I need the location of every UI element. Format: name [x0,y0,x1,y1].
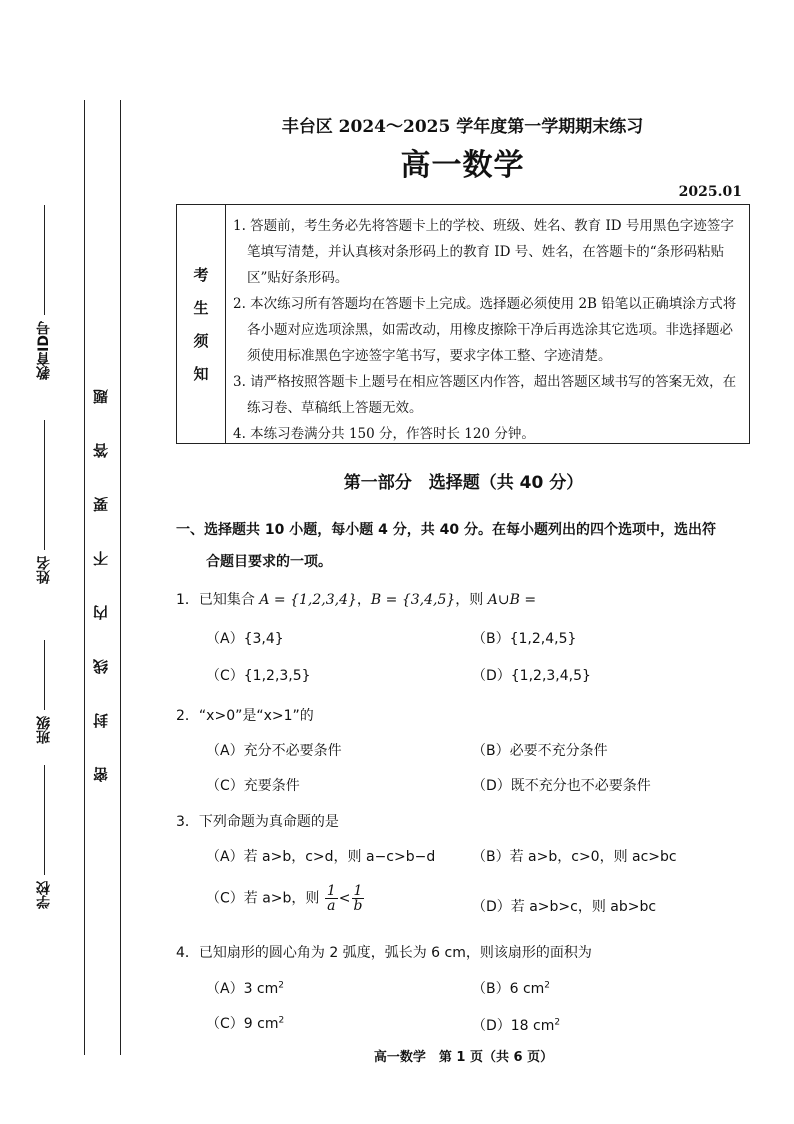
option-text: （C）若 a>b，则 [206,890,324,907]
seal-char: 题 [91,389,110,404]
q1-option-a: （A）{3,4} [206,631,284,647]
math-expr: A = {1,2,3,4} [259,592,357,608]
notice-side-label [177,205,226,443]
intro-line-2: 合题目要求的一项。 [206,554,332,570]
field-label-class: 班级 [36,716,52,744]
field-school [30,765,58,915]
field-class [30,640,58,750]
notice-side-char: 生 [193,299,209,317]
q2-option-d: （D）既不充分也不必要条件 [472,778,651,794]
q1-option-c: （C）{1,2,3,5} [206,668,311,684]
exam-title: 高一数学 [400,148,525,183]
seal-char: 要 [91,497,110,512]
field-label-school: 学校 [36,881,52,909]
notice-side-char: 须 [193,332,209,350]
option-text: （B）6 cm [472,981,545,997]
q2-option-c: （C）充要条件 [206,778,300,794]
superscript: 2 [554,1017,561,1028]
question-number: 2． [176,708,199,724]
notice-item: 4. 本练习卷满分共 150 分，作答时长 120 分钟。 [233,426,535,442]
notice-item: 3. 请严格按照答题卡上题号在相应答题区内作答，超出答题区域书写的答案无效，在练习卷、草稿纸上答题无效。 [233,374,737,416]
question-1-stem [176,589,536,609]
seal-char: 密 [91,767,110,782]
binding-line-left [84,100,85,1055]
notice-box [176,204,750,444]
notice-items [233,213,739,447]
notice-item: 1. 答题前，考生务必先将答题卡上的学校、班级、姓名、教育 ID 号用黑色字迹签字笔填写清楚，并认真核对条形码上的教育 ID 号、姓名，在答题卡的“条形码粘贴区”贴好条形码。 [233,218,734,286]
q2-option-a: （A）充分不必要条件 [206,743,342,759]
q4-option-d [472,1015,560,1035]
fraction [325,884,338,913]
fraction-numerator: 1 [353,883,363,899]
binding-line-right [120,100,121,1055]
math-expr: A∪B = [487,592,537,608]
field-label-edu-id: 教育ID号 [36,321,52,380]
q4-option-b [472,978,550,998]
seal-char: 答 [91,443,110,458]
stem-text: 已知扇形的圆心角为 2 弧度，弧长为 6 cm，则该扇形的面积为 [198,945,592,961]
stem-text: “x>0”是“x>1”的 [198,708,314,724]
option-text: （C）9 cm [206,1016,279,1032]
page-footer: 高一数学 第 1 页（共 6 页） [373,1050,554,1065]
intro-line-1: 一、选择题共 10 小题，每小题 4 分，共 40 分。在每小题列出的四个选项中，选出符 [176,522,716,538]
q3-option-a: （A）若 a>b，c>d，则 a−c>b−d [206,849,436,865]
superscript: 2 [544,980,551,991]
notice-side-char: 知 [193,365,209,383]
question-number: 4． [176,945,199,961]
q3-option-c [206,884,365,913]
exam-date: 2025.01 [678,184,742,200]
q1-option-b: （B）{1,2,4,5} [472,631,577,647]
stem-text: ，则 [455,592,488,608]
superscript: 2 [278,980,285,991]
q4-option-a [206,978,284,998]
question-2-stem [176,705,314,725]
fraction-denominator: b [353,898,363,914]
stem-text: 下列命题为真命题的是 [198,814,339,830]
q2-option-b: （B）必要不充分条件 [472,743,608,759]
q3-option-b: （B）若 a>b，c>0，则 ac>bc [472,849,677,865]
stem-text: 已知集合 [198,592,260,608]
question-number: 3． [176,814,199,830]
math-expr: B = {3,4,5} [370,592,456,608]
stem-text: ， [356,592,371,608]
field-label-name: 姓名 [36,556,52,584]
fraction-denominator: a [327,898,336,914]
question-number: 1． [176,592,199,608]
superscript: 2 [278,1015,285,1026]
field-name [30,420,58,590]
section-title: 第一部分 选择题（共 40 分） [343,473,584,493]
math-operator: < [338,890,351,907]
seal-char: 封 [91,713,110,728]
seal-char: 内 [91,605,110,620]
q4-option-c [206,1013,284,1033]
fraction-numerator: 1 [326,883,336,899]
field-edu-id [30,205,58,386]
question-3-stem [176,811,339,831]
option-text: （A）3 cm [206,981,279,997]
notice-side-char: 考 [193,266,209,284]
seal-char: 不 [91,551,110,566]
q3-option-d: （D）若 a>b>c，则 ab>bc [472,899,657,915]
fraction [352,884,365,913]
section-intro [176,514,751,578]
q1-option-d: （D）{1,2,3,4,5} [472,668,591,684]
seal-char: 线 [91,659,110,674]
question-4-stem [176,942,592,962]
seal-text [88,380,112,782]
option-text: （D）18 cm [472,1018,555,1034]
exam-subtitle: 丰台区 2024～2025 学年度第一学期期末练习 [281,117,644,137]
notice-item: 2. 本次练习所有答题均在答题卡上完成。选择题必须使用 2B 铅笔以正确填涂方式将各小题对应选项涂黑，如需改动，用橡皮擦除干净后再选涂其它选项。非选择题必须使用标准黑色字迹签字笔书写，要求字体工整、字迹清楚。 [233,296,737,364]
